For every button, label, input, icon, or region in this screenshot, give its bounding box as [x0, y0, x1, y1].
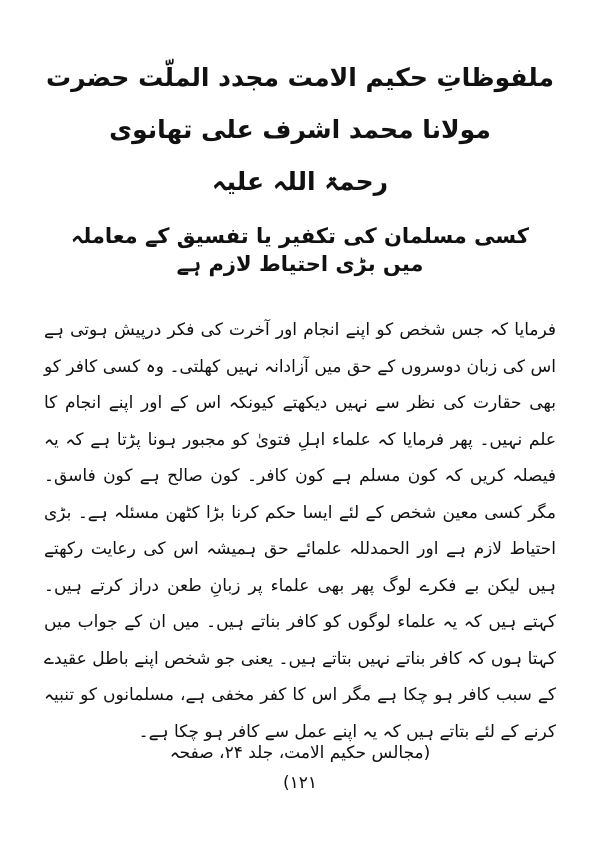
page-title	[30, 52, 570, 208]
section-heading: کسی مسلمان کی تکفیر یا تفسیق کے معاملہ میں بڑی احتیاط لازم ہے	[71, 224, 529, 276]
title-line-1: ملفوظاتِ حکیم الامت مجدد الملّت حضرت مولانا محمد اشرف علی تھانوی	[46, 63, 554, 144]
source-citation: (مجالس حکیم الامت، جلد ۲۴، صفحہ ۱۲۱)	[169, 743, 431, 793]
title-line-2: رحمۃ اللہ علیہ	[211, 167, 389, 196]
body-paragraph: فرمایا کہ جس شخص کو اپنے انجام اور آخرت کی فکر درپیش ہوتی ہے اس کی زبان دوسروں کے حق میں آزادانہ نہیں کھلتی۔ وہ کسی کافر کو بھی حقارت کی نظر سے نہیں دیکھتے کیونکہ اس کے اور اپنے انجام کا علم نہیں۔ پھر فرمایا کہ علماء اہلِ فتویٰ کو مجبور ہونا پڑتا ہے کہ یہ فیصلہ کریں کہ کون مسلم ہے کون کافر۔ کون صالح ہے کون فاسق۔ مگر کسی معین شخص کے لئے ایسا حکم کرنا بڑا کٹھن مسئلہ ہے۔ بڑی احتیاط لازم ہے اور الحمدللہ علمائے حق ہمیشہ اس کی رعایت رکھتے ہیں لیکن بے فکرے لوگ پھر بھی علماء پر زبانِ طعن دراز کرتے ہیں۔ کہتے ہیں کہ یہ علماء لوگوں کو کافر بناتے ہیں۔ میں ان کے جواب میں کہتا ہوں کہ کافر بناتے نہیں بتاتے ہیں۔ یعنی جو شخص اپنے باطل عقیدے کے سبب کافر ہو چکا ہے مگر اس کا کفر مخفی ہے، مسلمانوں کو تنبیہ کرنے کے لئے بتاتے ہیں کہ یہ اپنے عمل سے کافر ہو چکا ہے۔	[44, 320, 556, 742]
body-paragraph-container	[44, 312, 556, 750]
